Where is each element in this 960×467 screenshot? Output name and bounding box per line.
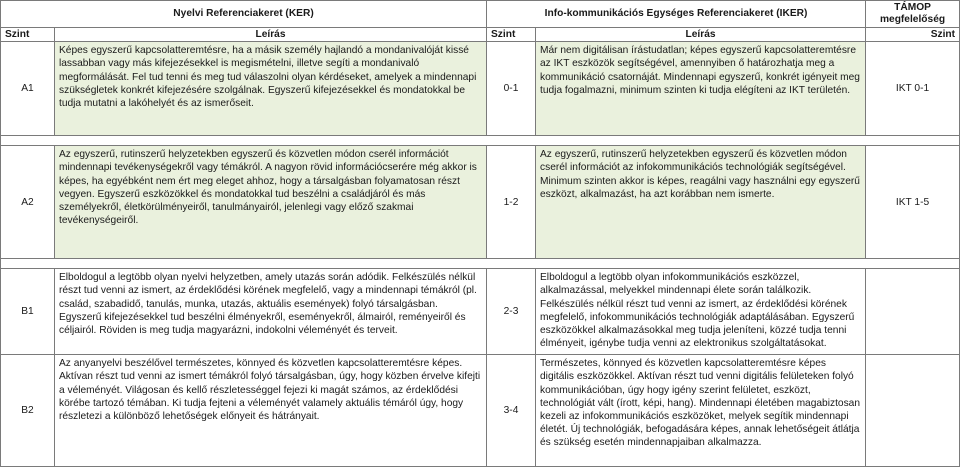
col-header-level-mid: Szint <box>487 28 536 42</box>
ikt-description: Természetes, könnyed és közvetlen kapcsolatteremtésre képes digitális eszközökkel. Aktívan részt tud venni digitális felületeken folyó kommunikációban, úgy hogy igény szerint felületet, eszközt, technológiát vált (írott, képi, hang). Mindennapi életében magabiztosan kezeli az infokommunikációs eszközöket, melyek segítik mindennapi életét. Új technológiák, befogadására képes, annak lehetőségeit átlátja és szükség esetén mindennapjaiban alkalmazza. <box>536 355 866 467</box>
ikt-description: Már nem digitálisan írástudatlan; képes egyszerű kapcsolatteremtésre az IKT eszközök segítségével, amennyiben ő határozhatja meg a kommunikáció csatornáját. Mindennapi egyszerű, konkrét igényeit meg tudja fogalmazni, minimum szinten ki tudja elégíteni az IKT területén. <box>536 42 866 136</box>
col-header-level-right: Szint <box>866 28 960 42</box>
table-row <box>1 42 960 136</box>
ikt-description: Elboldogul a legtöbb olyan infokommunikációs eszközzel, alkalmazással, melyekkel mindennapi élete során találkozik. Felkészülés nélkül részt tud venni az ismert, az érdeklődési körének megfelelő, infokommunikációs technológiák adaptálásában. Egyszerű eszközökkel alkalmazásokkal meg tudja jeleníteni, közzé tudja tenni élményeit, igénybe tudja venni az elektronikus szolgáltatásokat. <box>536 269 866 355</box>
table-subheader-row <box>1 28 960 42</box>
ker-level: A1 <box>1 42 55 136</box>
ikt-description: Az egyszerű, rutinszerű helyzetekben egyszerű és közvetlen módon cserél információt az infokommunikációs technológiák segítségével. Minimum szinten akkor is képes, reagálni vagy használni egy egyszerű eszközt, alkalmazást, ha azt korábban nem ismerte. <box>536 146 866 259</box>
ker-level: B2 <box>1 355 55 467</box>
table-row <box>1 355 960 467</box>
col-header-desc-left: Leírás <box>55 28 487 42</box>
row-gap <box>1 259 960 269</box>
col-header-desc-right: Leírás <box>536 28 866 42</box>
tamop-level: IKT 0-1 <box>866 42 960 136</box>
ikt-title: Info-kommunikációs Egységes Referenciakeret (IKER) <box>487 1 866 28</box>
ker-description: Az egyszerű, rutinszerű helyzetekben egyszerű és közvetlen módon cserél információt mindennapi tevékenységekről vagy témákról. A nagyon rövid információcserére még akkor is képes, ha egyébként nem ért meg eleget ahhoz, hogy a társalgásban folyamatosan részt vegyen. Egyszerű eszközökkel és mondatokkal tud beszélni a családjáról és más személyekről, életkörülményeiről, tanulmányairól, jelenlegi vagy előző szakmai tevékenységeiről. <box>55 146 487 259</box>
ikt-level: 3-4 <box>487 355 536 467</box>
ikt-level: 0-1 <box>487 42 536 136</box>
ikt-level: 1-2 <box>487 146 536 259</box>
tamop-level: IKT 1-5 <box>866 146 960 259</box>
ker-level: B1 <box>1 269 55 355</box>
table-row <box>1 146 960 259</box>
tamop-level <box>866 269 960 355</box>
tamop-level <box>866 355 960 467</box>
table-header-row <box>1 1 960 28</box>
col-header-level-left: Szint <box>1 28 55 42</box>
ikt-level: 2-3 <box>487 269 536 355</box>
ker-title: Nyelvi Referenciakeret (KER) <box>1 1 487 28</box>
ker-description: Képes egyszerű kapcsolatteremtésre, ha a másik személy hajlandó a mondanivalóját kissé lassabban vagy más kifejezésekkel is megismételni, illetve segíti a mondanivaló megformálását. Fel tud tenni és meg tud válaszolni olyan kérdéseket, amelyek a mindennapi szükségletek konkrét kifejezésére szolgálnak. Egyszerű kifejezésekkel és mondatokkal be tudja mutatni a lakóhelyét és az ismerőseit. <box>55 42 487 136</box>
table-row <box>1 269 960 355</box>
ker-description: Elboldogul a legtöbb olyan nyelvi helyzetben, amely utazás során adódik. Felkészülés nélkül részt tud venni az ismert, az érdeklődési körének megfelelő, vagy a mindennapi témákról (pl. család, szabadidő, tanulás, munka, utazás, aktuális események) folyó társalgásban. Egyszerű kifejezésekkel tud beszélni élményekről, eseményekről, álmairól, reményeiről és céljairól. Röviden is meg tudja magyarázni, indokolni véleményét és terveit. <box>55 269 487 355</box>
row-gap <box>1 136 960 146</box>
tamop-title: TÁMOP megfelelőség <box>866 1 960 28</box>
ker-level: A2 <box>1 146 55 259</box>
ker-description: Az anyanyelvi beszélővel természetes, könnyed és közvetlen kapcsolatteremtésre képes. Aktívan részt tud venni az ismert témákról folyó társalgásban, úgy, hogy közben érvelve kifejti a véleményét. Világosan és kellő részletességgel fejezi ki magát számos, az érdeklődési körébe tartozó témában. Ki tudja fejteni a véleményét valamely aktuális témáról úgy, hogy részletezi a különböző lehetőségek előnyeit és hátrányait. <box>55 355 487 467</box>
